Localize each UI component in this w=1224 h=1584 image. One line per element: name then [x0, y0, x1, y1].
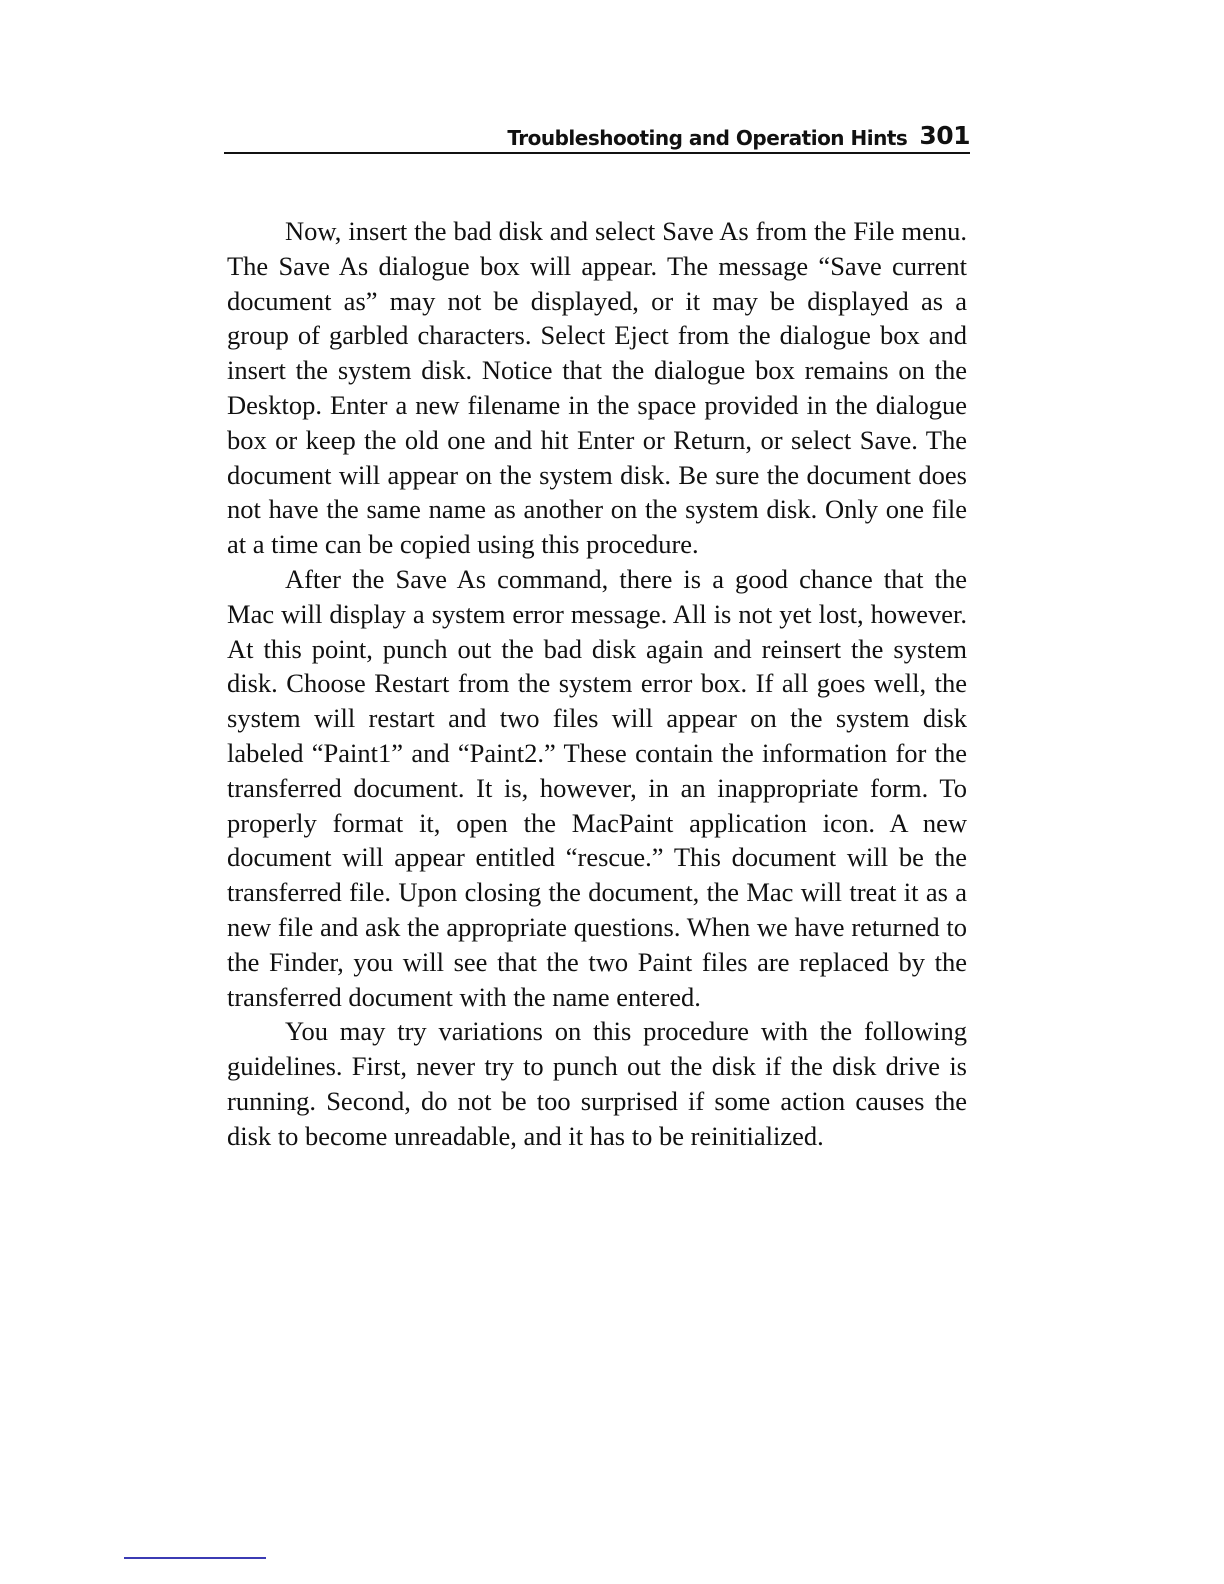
- paragraph: You may try variations on this procedure with the following guidelines. First, never try to punch out the disk if the disk drive is running. Second, do not be too surprised if some action causes the disk to become unreadable, and it has to be reinitialized.: [227, 1016, 967, 1151]
- running-header: [224, 118, 970, 154]
- body-text: [227, 214, 967, 1154]
- bottom-rule: [124, 1557, 266, 1559]
- paragraph: After the Save As command, there is a good chance that the Mac will display a system error message. All is not yet lost, however. At this point, punch out the bad disk again and reinsert the system disk. Choose Restart from the system error box. If all goes well, the system will restart and two files will appear on the system disk labeled “Paint1” and “Paint2.” These contain the information for the transferred document. It is, however, in an inappropriate form. To properly format it, open the MacPaint application icon. A new document will appear entitled “rescue.” This document will be the transferred file. Upon closing the document, the Mac will treat it as a new file and ask the appropriate questions. When we have returned to the Finder, you will see that the two Paint files are replaced by the transferred document with the name entered.: [227, 563, 967, 1012]
- paragraph: Now, insert the bad disk and select Save As from the File menu. The Save As dialogue box will appear. The message “Save current document as” may not be displayed, or it may be displayed as a group of garbled characters. Select Eject from the dialogue box and insert the system disk. Notice that the dialogue box remains on the Desktop. Enter a new filename in the space provided in the dialogue box or keep the old one and hit Enter or Return, or select Save. The document will appear on the system disk. Be sure the document does not have the same name as another on the system disk. Only one file at a time can be copied using this procedure.: [227, 216, 967, 560]
- chapter-title: Troubleshooting and Operation Hints: [507, 126, 908, 150]
- page-number: 301: [919, 121, 970, 150]
